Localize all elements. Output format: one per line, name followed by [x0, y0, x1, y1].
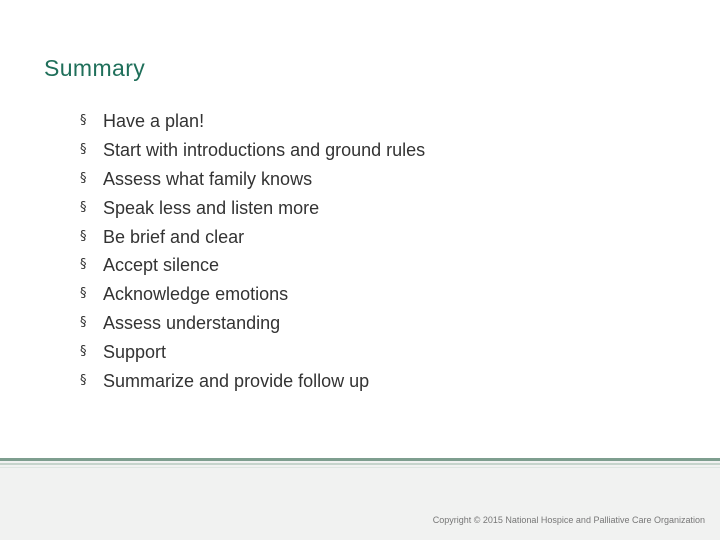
- bullet-marker-icon: §: [80, 315, 87, 331]
- bullet-marker-icon: §: [80, 228, 87, 244]
- list-item: [80, 367, 425, 396]
- footer-divider: [0, 467, 720, 468]
- bullet-text: Summarize and provide follow up: [103, 371, 370, 392]
- bullet-text: Acknowledge emotions: [103, 284, 289, 305]
- bullet-text: Be brief and clear: [103, 226, 245, 247]
- list-item: [80, 309, 425, 338]
- bullet-text: Assess what family knows: [103, 168, 313, 189]
- list-item: [80, 223, 425, 252]
- bullet-text: Have a plan!: [103, 111, 205, 131]
- bullet-list: [80, 107, 425, 396]
- bullet-marker-icon: §: [80, 170, 87, 186]
- bullet-marker-icon: §: [80, 257, 87, 273]
- footer-divider: [0, 458, 720, 461]
- bullet-marker-icon: §: [80, 141, 87, 157]
- list-item: [80, 107, 425, 136]
- bullet-marker-icon: §: [80, 286, 87, 302]
- bullet-marker-icon: §: [80, 113, 87, 128]
- list-item: [80, 136, 425, 165]
- list-item: [80, 165, 425, 194]
- list-item: [80, 280, 425, 309]
- list-item: [80, 338, 425, 367]
- bullet-text: Speak less and listen more: [103, 197, 320, 218]
- bullet-marker-icon: §: [80, 373, 87, 389]
- footer-band: [0, 458, 720, 540]
- footer-copyright: Copyright © 2015 National Hospice and Palliative Care Organization: [432, 515, 705, 525]
- bullet-marker-icon: §: [80, 344, 87, 360]
- bullet-text: Accept silence: [103, 255, 220, 276]
- slide-title: Summary: [44, 55, 146, 81]
- bullet-marker-icon: §: [80, 199, 87, 215]
- list-item: [80, 194, 425, 223]
- list-item: [80, 251, 425, 280]
- bullet-text: Support: [103, 342, 167, 363]
- footer-divider: [0, 463, 720, 465]
- bullet-text: Assess understanding: [103, 313, 281, 334]
- bullet-text: Start with introductions and ground rules: [103, 139, 426, 160]
